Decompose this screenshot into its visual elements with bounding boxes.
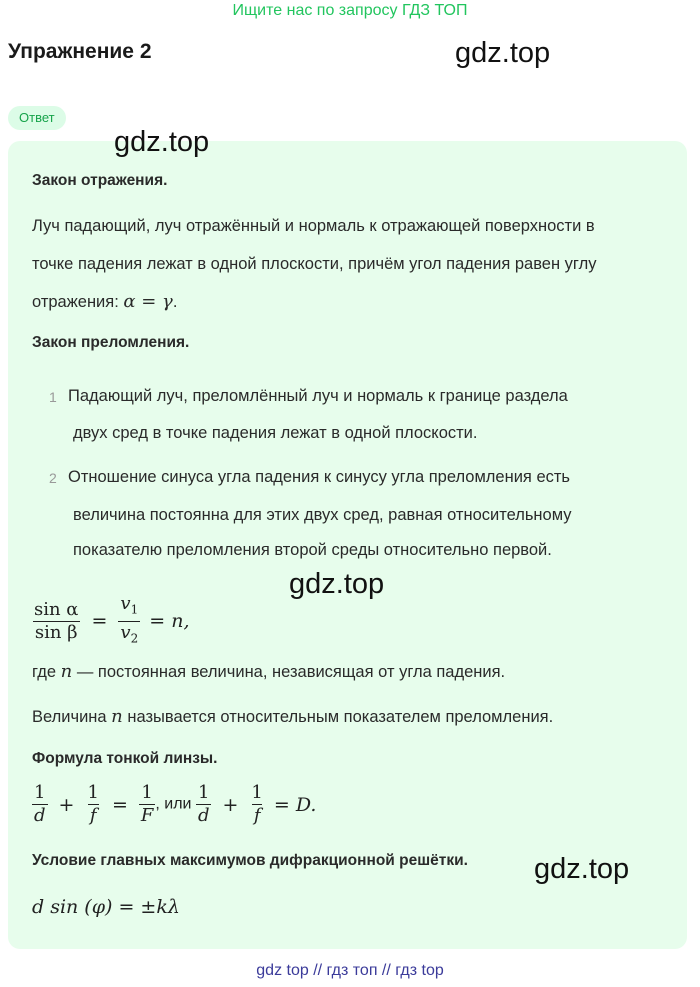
- watermark: gdz.top: [534, 853, 630, 885]
- list-item-number: 1: [49, 389, 57, 405]
- fraction-sin: $\frac{\text{sin α}}{\text{sin β}}$: [34, 598, 79, 643]
- list-item-line: двух сред в точке падения лежат в одной плоскости.: [73, 424, 478, 442]
- reflection-text-line: Луч падающий, луч отражённый и нормаль к отражающей поверхности в: [32, 217, 595, 235]
- grating-formula: d sin (φ) = ±kλ: [32, 896, 180, 918]
- refraction-heading: Закон преломления.: [32, 334, 190, 351]
- list-item-line: показателю преломления второй среды относительно первой.: [73, 541, 552, 559]
- reflection-formula: α = γ: [123, 291, 173, 312]
- lens-formula: $\frac{1}{d}$ + $\frac{1}{f}$ = $\frac{1}{F}$ , или $\frac{1}{d}$ + $\frac{1}{f}$ = D.: [34, 782, 317, 826]
- called-line: Величина n называется относительным показателем преломления.: [32, 706, 554, 727]
- snell-formula: $\frac{\text{sin α}}{\text{sin β}}$ = $\frac{v_1}{v_2}$ = n,: [32, 593, 196, 649]
- where-line: где n — постоянная величина, независящая от угла падения.: [32, 661, 506, 682]
- grating-heading: Условие главных максимумов дифракционной решётки.: [32, 852, 468, 869]
- watermark: gdz.top: [455, 37, 551, 69]
- list-item-line: Падающий луч, преломлённый луч и нормаль к границе раздела: [68, 387, 568, 405]
- top-banner: Ищите нас по запросу ГДЗ ТОП: [232, 2, 468, 19]
- watermark: gdz.top: [289, 568, 385, 600]
- page-title: Упражнение 2: [8, 40, 152, 63]
- answer-badge[interactable]: Ответ: [8, 106, 66, 130]
- reflection-text-line: [32, 291, 177, 312]
- answer-card: [8, 141, 687, 949]
- fraction-velocity: $\frac{v_1}{v_2}$: [118, 593, 140, 649]
- list-item-line: величина постоянна для этих двух сред, равная относительному: [73, 506, 572, 524]
- list-item-number: 2: [49, 470, 57, 486]
- reflection-prefix: отражения:: [32, 293, 124, 311]
- list-item-line: Отношение синуса угла падения к синусу угла преломления есть: [68, 468, 571, 486]
- lens-heading: Формула тонкой линзы.: [32, 750, 218, 767]
- watermark: gdz.top: [114, 126, 210, 158]
- reflection-suffix: .: [172, 293, 178, 311]
- footer-links[interactable]: gdz top // гдз топ // гдз top: [256, 962, 444, 979]
- reflection-heading: Закон отражения.: [32, 172, 168, 189]
- reflection-text-line: точке падения лежат в одной плоскости, причём угол падения равен углу: [32, 255, 597, 273]
